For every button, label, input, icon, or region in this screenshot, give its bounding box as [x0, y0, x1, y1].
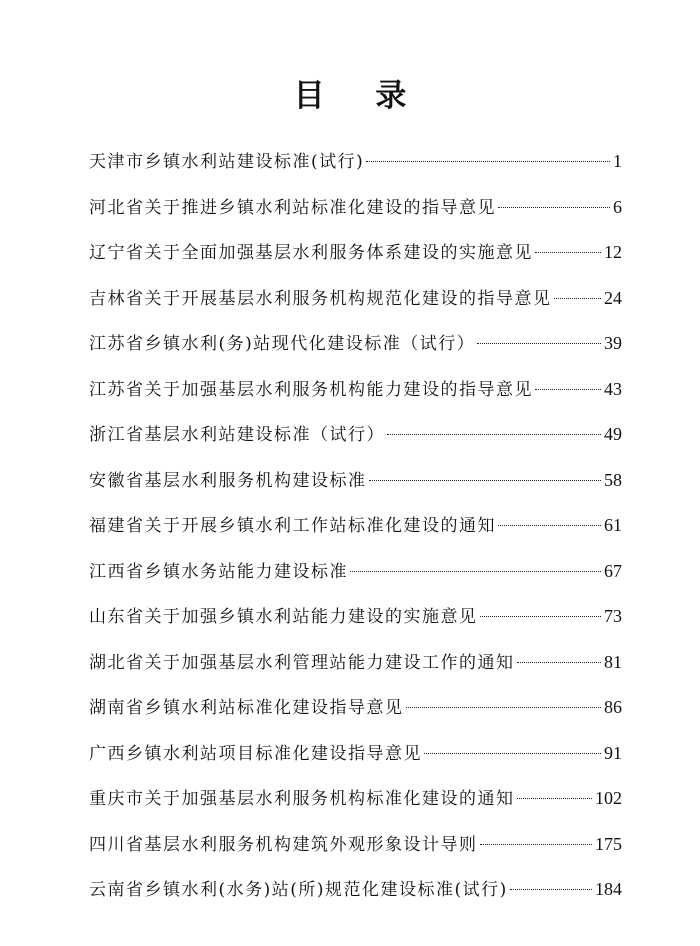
toc-entry-title: 江苏省乡镇水利(务)站现代化建设标准（试行） — [89, 334, 476, 354]
toc-page-number: 81 — [604, 651, 622, 672]
dot-leader — [350, 571, 601, 572]
dot-leader — [387, 434, 601, 435]
toc-entry-title: 广西乡镇水利站项目标准化建设指导意见 — [89, 743, 422, 764]
toc-entry[interactable] — [89, 601, 622, 647]
toc-entry[interactable] — [89, 556, 622, 602]
dot-leader — [477, 343, 601, 344]
toc-entry[interactable] — [89, 465, 622, 511]
toc-page-number: 1 — [613, 151, 622, 171]
dot-leader — [480, 616, 602, 617]
toc-entry-title: 吉林省关于开展基层水利服务机构规范化建设的指导意见 — [89, 288, 552, 309]
toc-entry[interactable] — [89, 237, 622, 283]
toc-page-number: 6 — [613, 196, 622, 217]
toc-entry[interactable] — [89, 783, 622, 829]
toc-page-number: 49 — [604, 424, 622, 444]
dot-leader — [517, 662, 602, 663]
dot-leader — [498, 207, 610, 208]
toc-entry[interactable] — [89, 283, 622, 329]
toc-entry-title: 重庆市关于加强基层水利服务机构标准化建设的通知 — [89, 789, 515, 809]
dot-leader — [366, 161, 610, 162]
toc-entry[interactable] — [89, 829, 622, 875]
dot-leader — [554, 298, 602, 299]
toc-entry-title: 河北省关于推进乡镇水利站标准化建设的指导意见 — [89, 197, 496, 218]
toc-entry-title: 湖南省乡镇水利站标准化建设指导意见 — [89, 698, 404, 718]
toc-page-number: 184 — [595, 879, 622, 899]
toc-page-number: 39 — [604, 333, 622, 353]
page-title: 目 录 — [293, 78, 427, 114]
toc-entry-title: 福建省关于开展乡镇水利工作站标准化建设的通知 — [89, 516, 496, 536]
toc-page-number: 61 — [604, 515, 622, 535]
toc-page-number: 86 — [604, 697, 622, 717]
toc-entry[interactable] — [89, 146, 622, 192]
toc-entry-title: 江西省乡镇水务站能力建设标准 — [89, 561, 348, 582]
toc-page-number: 24 — [604, 287, 622, 308]
toc-entry[interactable] — [89, 510, 622, 556]
toc-page-number: 175 — [595, 833, 622, 854]
table-of-contents — [89, 146, 622, 920]
toc-entry[interactable] — [89, 874, 622, 920]
toc-entry-title: 浙江省基层水利站建设标准（试行） — [89, 425, 385, 445]
toc-entry[interactable] — [89, 647, 622, 693]
dot-leader — [498, 525, 601, 526]
dot-leader — [517, 798, 593, 799]
dot-leader — [535, 389, 601, 390]
toc-entry[interactable] — [89, 419, 622, 465]
toc-page-number: 73 — [604, 606, 622, 626]
dot-leader — [480, 844, 593, 845]
dot-leader — [424, 753, 601, 754]
toc-page-number: 67 — [604, 560, 622, 581]
toc-entry-title: 云南省乡镇水利(水务)站(所)规范化建设标准(试行) — [89, 880, 508, 900]
toc-entry-title: 山东省关于加强乡镇水利站能力建设的实施意见 — [89, 607, 478, 627]
dot-leader — [510, 889, 592, 890]
toc-entry-title: 湖北省关于加强基层水利管理站能力建设工作的通知 — [89, 652, 515, 673]
toc-entry[interactable] — [89, 192, 622, 238]
toc-entry[interactable] — [89, 738, 622, 784]
toc-entry[interactable] — [89, 374, 622, 420]
toc-entry-title: 江苏省关于加强基层水利服务机构能力建设的指导意见 — [89, 379, 533, 400]
toc-entry-title: 四川省基层水利服务机构建筑外观形象设计导则 — [89, 834, 478, 855]
toc-page-number: 91 — [604, 742, 622, 763]
toc-page-number: 58 — [604, 469, 622, 490]
toc-page-number: 12 — [604, 242, 622, 262]
toc-page-number: 102 — [595, 788, 622, 808]
toc-page-number: 43 — [604, 378, 622, 399]
dot-leader — [535, 252, 601, 253]
dot-leader — [406, 707, 602, 708]
toc-entry[interactable] — [89, 692, 622, 738]
toc-entry-title: 辽宁省关于全面加强基层水利服务体系建设的实施意见 — [89, 243, 533, 263]
toc-entry-title: 天津市乡镇水利站建设标准(试行) — [89, 152, 365, 172]
dot-leader — [369, 480, 602, 481]
toc-entry-title: 安徽省基层水利服务机构建设标准 — [89, 470, 367, 491]
toc-entry[interactable] — [89, 328, 622, 374]
